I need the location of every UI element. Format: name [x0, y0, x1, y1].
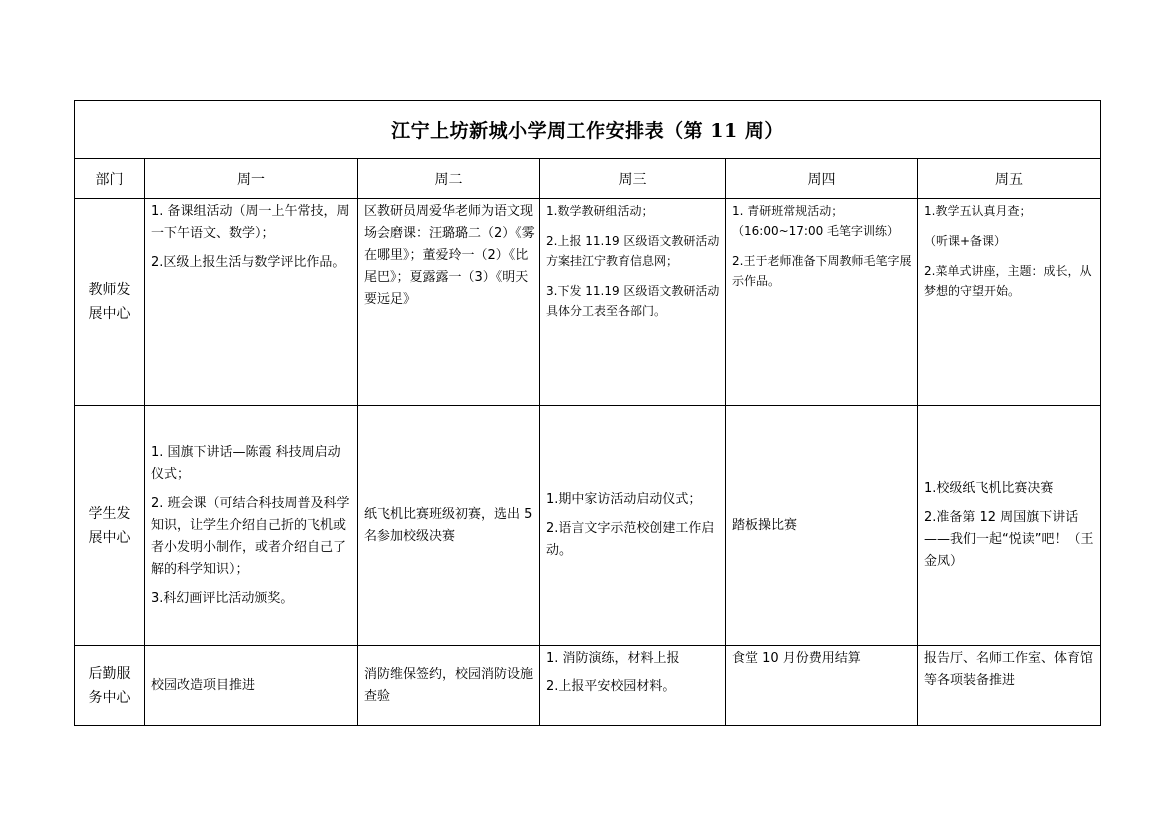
- header-monday: 周一: [145, 159, 358, 199]
- friday-cell: 1.教学五认真月查； （听课+备课） 2.菜单式讲座，主题：成长，从梦想的守望开始。: [918, 199, 1101, 406]
- thursday-cell: 踏板操比赛: [726, 406, 918, 646]
- friday-cell: 报告厅、名师工作室、体育馆等各项装备推进: [918, 646, 1101, 726]
- table-title: 江宁上坊新城小学周工作安排表（第 11 周）: [75, 101, 1101, 159]
- header-row: [75, 159, 1101, 199]
- header-tuesday: 周二: [358, 159, 540, 199]
- header-wednesday: 周三: [540, 159, 726, 199]
- monday-cell: 1. 国旗下讲话—陈霞 科技周启动仪式； 2. 班会课（可结合科技周普及科学知识，让学生介绍自己折的飞机或者小发明小制作，或者介绍自己了解的科学知识）； 3.科幻画评比活动颁奖。: [145, 406, 358, 646]
- header-friday: 周五: [918, 159, 1101, 199]
- tuesday-cell: 消防维保签约，校园消防设施查验: [358, 646, 540, 726]
- monday-cell: 校园改造项目推进: [145, 646, 358, 726]
- table-row: [75, 406, 1101, 646]
- header-thursday: 周四: [726, 159, 918, 199]
- dept-cell: 后勤服 务中心: [75, 646, 145, 726]
- thursday-cell: 食堂 10 月份费用结算: [726, 646, 918, 726]
- tuesday-cell: 区教研员周爱华老师为语文现场会磨课：汪璐璐二（2）《雾在哪里》；董爱玲一（2）《比尾巴》；夏露露一（3）《明天要远足》: [358, 199, 540, 406]
- dept-cell: 教师发 展中心: [75, 199, 145, 406]
- tuesday-cell: 纸飞机比赛班级初赛，选出 5 名参加校级决赛: [358, 406, 540, 646]
- dept-cell: 学生发 展中心: [75, 406, 145, 646]
- table-row: [75, 646, 1101, 726]
- wednesday-cell: 1.期中家访活动启动仪式； 2.语言文字示范校创建工作启动。: [540, 406, 726, 646]
- header-dept: 部门: [75, 159, 145, 199]
- thursday-cell: 1. 青研班常规活动；（16:00~17:00 毛笔字训练） 2.王于老师准备下周教师毛笔字展示作品。: [726, 199, 918, 406]
- table-row: [75, 199, 1101, 406]
- wednesday-cell: 1. 消防演练，材料上报 2.上报平安校园材料。: [540, 646, 726, 726]
- weekly-schedule-table: [74, 100, 1101, 726]
- friday-cell: 1.校级纸飞机比赛决赛 2.准备第 12 周国旗下讲话——我们一起“悦读”吧！（王金凤）: [918, 406, 1101, 646]
- wednesday-cell: 1.数学教研组活动； 2.上报 11.19 区级语文教研活动方案挂江宁教育信息网； 3.下发 11.19 区级语文教研活动具体分工表至各部门。: [540, 199, 726, 406]
- monday-cell: 1. 备课组活动（周一上午常技，周一下午语文、数学）； 2.区级上报生活与数学评比作品。: [145, 199, 358, 406]
